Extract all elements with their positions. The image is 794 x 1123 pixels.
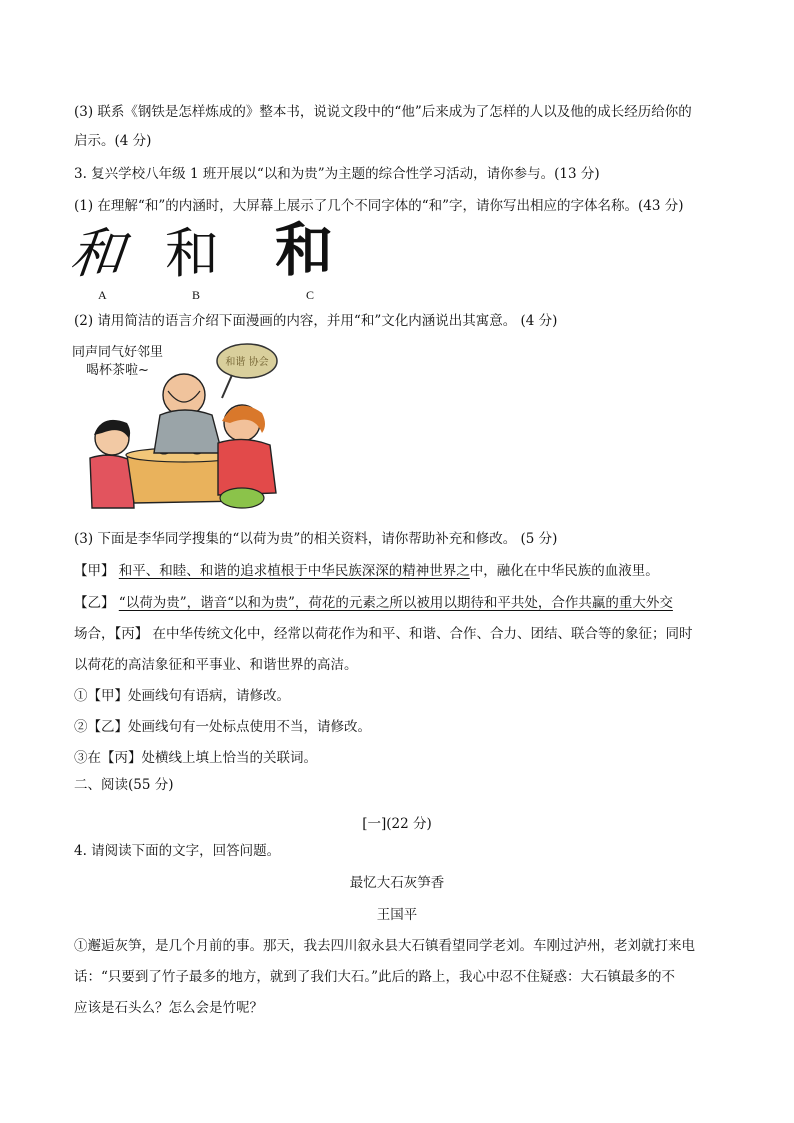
- article-author: 王国平: [376, 907, 418, 923]
- q3-title: 3. 复兴学校八年级 1 班开展以“以和为贵”为主题的综合性学习活动，请你参与。(13 分): [74, 166, 600, 182]
- jia-line: [74, 561, 659, 581]
- char-label-a: A: [98, 288, 107, 302]
- task-1: ①【甲】处画线句有语病，请修改。: [74, 688, 290, 704]
- q3-1: (1) 在理解“和”的内涵时，大屏幕上展示了几个不同字体的“和”字，请你写出相应的字体名称。(43 分): [74, 198, 684, 214]
- part-1-heading: [一](22 分): [362, 816, 432, 832]
- yi-underlined: “以荷为贵”，谐音“以和为贵”，荷花的元素之所以被用以期待和平共处，合作共赢的重大外交: [118, 595, 673, 611]
- paragraph-1-line1: ①邂逅灰笋，是几个月前的事。那天，我去四川叙永县大石镇看望同学老刘。车刚过泸州，老刘就打来电: [74, 938, 695, 954]
- paragraph-1-line3: 应该是石头么？怎么会是竹呢？: [74, 1000, 263, 1016]
- char-label-b: B: [192, 288, 201, 302]
- q4-heading: 4. 请阅读下面的文字，回答问题。: [74, 843, 281, 859]
- yi-line3: 以荷花的高洁象征和平事业、和谐世界的高洁。: [74, 657, 358, 673]
- right-woman-body: [218, 439, 276, 495]
- article-title: 最忆大石灰笋香: [349, 875, 445, 891]
- jia-underlined: 和平、和睦、和谐的追求植根于中华民族深深的精神世界之: [118, 563, 470, 579]
- q3-3-line1: (3) 联系《钢铁是怎样炼成的》整本书，说说文段中的“他”后来成为了怎样的人以及他的成长经历给你的: [74, 104, 692, 120]
- char-a: 和: [66, 222, 128, 285]
- yi-line1: [74, 593, 673, 613]
- task-3: ③在【丙】处横线上填上恰当的关联词。: [74, 750, 317, 766]
- char-label-c: C: [306, 288, 315, 302]
- yi-line2a: 场合，: [74, 626, 115, 642]
- left-woman-body: [90, 455, 134, 508]
- jia-tag: 【甲】: [74, 563, 115, 579]
- yi-tag: 【乙】: [74, 595, 115, 611]
- q3-3-line2: 启示。(4 分): [74, 133, 152, 149]
- sign-text: 和谐 协会: [225, 357, 269, 368]
- char-c: 和: [275, 216, 334, 284]
- character-samples: [66, 216, 370, 306]
- q3-3: (3) 下面是李华同学搜集的“以荷为贵”的相关资料，请你帮助补充和修改。 (5 分): [74, 531, 558, 547]
- paragraph-1-line2: 话：“只要到了竹子最多的地方，就到了我们大石。”此后的路上，我心中忍不住疑惑：大石镇最多的不: [74, 969, 676, 985]
- yi-line2: [74, 624, 693, 644]
- yi-line2b: 在中华传统文化中，经常以荷花作为和平、和谐、合作、合力、团结、联合等的象征；同时: [152, 626, 693, 642]
- bing-tag: 【丙】: [114, 626, 149, 642]
- q3-2: (2) 请用简洁的语言介绍下面漫画的内容，并用“和”文化内涵说出其寓意。 (4 分): [74, 313, 558, 329]
- cartoon-illustration: [72, 343, 294, 515]
- cartoon-caption-line1: 同声同气好邻里: [72, 345, 164, 360]
- char-b: 和: [165, 222, 219, 285]
- section-2-heading: 二、阅读(55 分): [74, 777, 174, 793]
- cartoon-caption-line2: 喝杯茶啦~: [86, 363, 149, 378]
- old-man-body: [154, 410, 222, 453]
- task-2: ②【乙】处画线句有一处标点使用不当，请修改。: [74, 719, 371, 735]
- jia-rest: 中，融化在中华民族的血液里。: [469, 563, 659, 579]
